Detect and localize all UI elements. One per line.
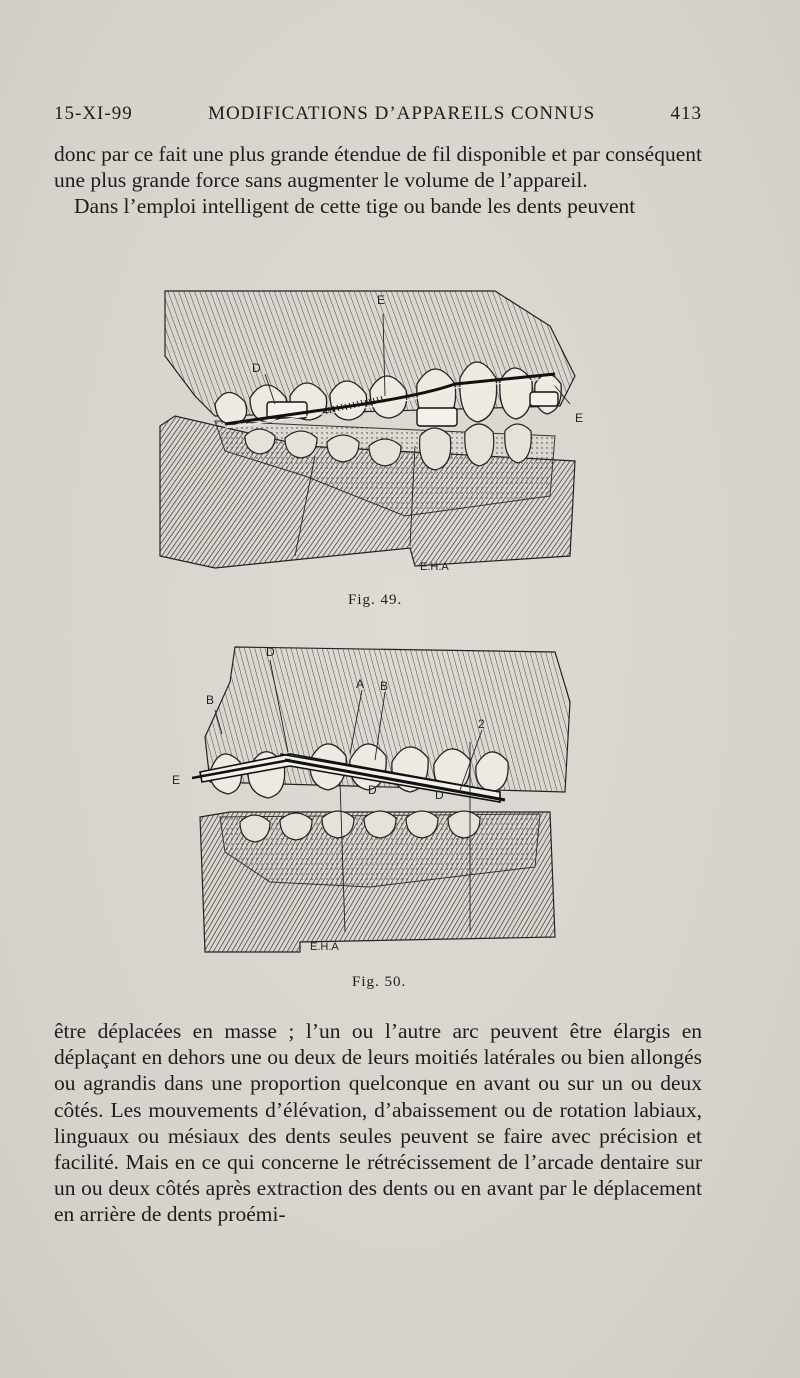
page-number: 413 [670,103,702,124]
label-b-mid: B [380,679,389,693]
bottom-text-block [54,1018,702,1228]
header-date: 15-XI-99 [54,103,133,124]
top-text-block [54,141,702,220]
label-a: A [356,677,365,691]
figure-49-illustration [155,286,595,576]
figure-50-illustration [170,642,590,957]
paragraph: Dans l’emploi intelligent de cette tige ou bande les dents peuvent [74,194,636,219]
label-d-top: D [266,645,275,659]
paragraph: donc par ce fait une plus grande étendue de fil disponible et par conséquent une plus grande force sans augmenter le volume de l’appareil. [54,142,702,193]
paragraph: être déplacées en masse ; l’un ou l’autre arc peuvent être élargis en déplaçant en dehors une ou deux de leurs moitiés latérales ou bien allongés ou agrandis dans une proportion quelconque en avant ou sur un ou deux côtés. Les mouvements d’élévation, d’abaissement ou de rotation labiaux, linguaux ou mésiaux des dents seules peuvent se faire avec précision et facilité. Mais en ce qui concerne le rétrécissement de l’arcade dentaire sur un ou deux côtés après extraction des dents ou en avant par le déplacement en arrière de dents proémi- [54,1019,702,1227]
label-d: D [252,361,261,375]
label-d-low-2: D [435,788,444,802]
header-title: MODIFICATIONS D’APPAREILS CONNUS [208,103,596,124]
label-two: 2 [478,717,485,731]
running-header [54,103,702,125]
label-b-left: B [206,693,215,707]
label-e-right: E [575,411,584,425]
signature: E.H.A [310,941,339,953]
label-e-left: E [172,773,181,787]
label-d-low-1: D [368,783,377,797]
signature: E.H.A [420,561,449,573]
figure-49-caption: Fig. 49. [348,592,403,608]
figure-50-caption: Fig. 50. [352,974,407,990]
label-e-top: E [377,293,386,307]
